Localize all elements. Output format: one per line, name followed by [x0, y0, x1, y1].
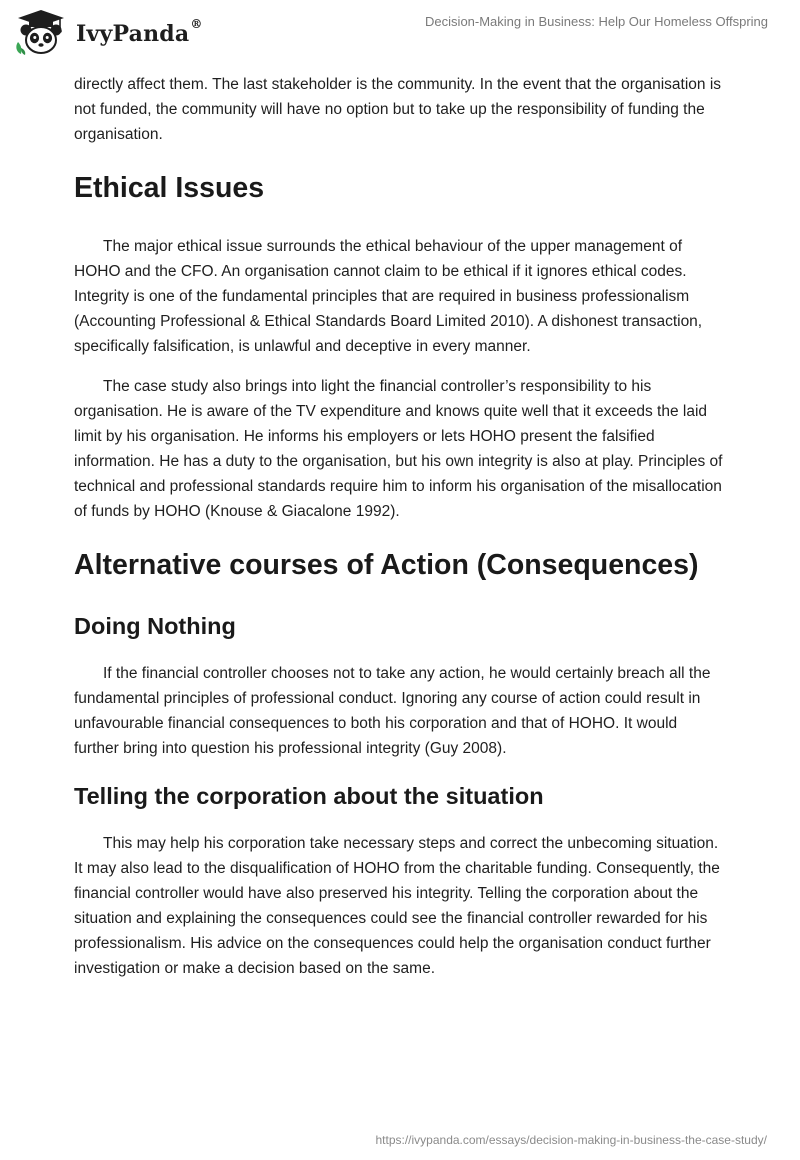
document-title: Decision-Making in Business: Help Our Homeless Offspring	[425, 14, 768, 29]
ethical-issues-paragraph-2: The case study also brings into light the financial controller’s responsibility to his organisation. He is aware of the TV expenditure and knows quite well that it exceeds the laid limit by his organisation. He informs his employers or lets HOHO present the falsified information. He has a duty to the organisation, but his own integrity is also at play. Principles of technical and professional standards require him to inform his organisation of the misallocation of funds by HOHO (Knouse & Giacalone 1992).	[74, 378, 723, 520]
intro-paragraph: directly affect them. The last stakeholder is the community. In the event that the organisation is not funded, the community will have no option but to take up the responsibility of funding the organisation.	[74, 76, 722, 143]
essay-content	[74, 72, 724, 996]
heading-ethical-issues: Ethical Issues	[74, 172, 265, 204]
source-url-link[interactable]: https://ivypanda.com/essays/decision-making-in-business-the-case-study/	[375, 1133, 767, 1147]
brand-name: IvyPanda®	[76, 17, 203, 47]
telling-corporation-paragraph: This may help his corporation take necessary steps and correct the unbecoming situation. It may also lead to the disqualification of HOHO from the charitable funding. Consequently, the financial controller would have also preserved his integrity. Telling the corporation about the situation and explaining the consequences could see the financial controller rewarded for his professionalism. His advice on the consequences could help the organisation conduct further investigation or make a decision based on the same.	[74, 835, 720, 977]
heading-doing-nothing: Doing Nothing	[74, 613, 236, 639]
page-header	[0, 0, 800, 64]
ivypanda-logo[interactable]	[14, 8, 203, 56]
heading-alternative-courses: Alternative courses of Action (Consequences)	[74, 549, 699, 581]
doing-nothing-paragraph: If the financial controller chooses not to take any action, he would certainly breach all the fundamental principles of professional conduct. Ignoring any course of action could result in unfavourable financial consequences to both his corporation and that of HOHO. It would further bring into question his professional integrity (Guy 2008).	[74, 665, 711, 757]
ethical-issues-paragraph-1: The major ethical issue surrounds the ethical behaviour of the upper management of HOHO and the CFO. An organisation cannot claim to be ethical if it ignores ethical codes. Integrity is one of the fundamental principles that are required in business professionalism (Accounting Professional & Ethical Standards Board Limited 2010). A dishonest transaction, specifically falsification, is unlawful and deceptive in every manner.	[74, 238, 703, 355]
heading-telling-corporation: Telling the corporation about the situation	[74, 783, 544, 809]
panda-graduate-icon	[14, 8, 68, 56]
registered-mark: ®	[190, 17, 203, 31]
